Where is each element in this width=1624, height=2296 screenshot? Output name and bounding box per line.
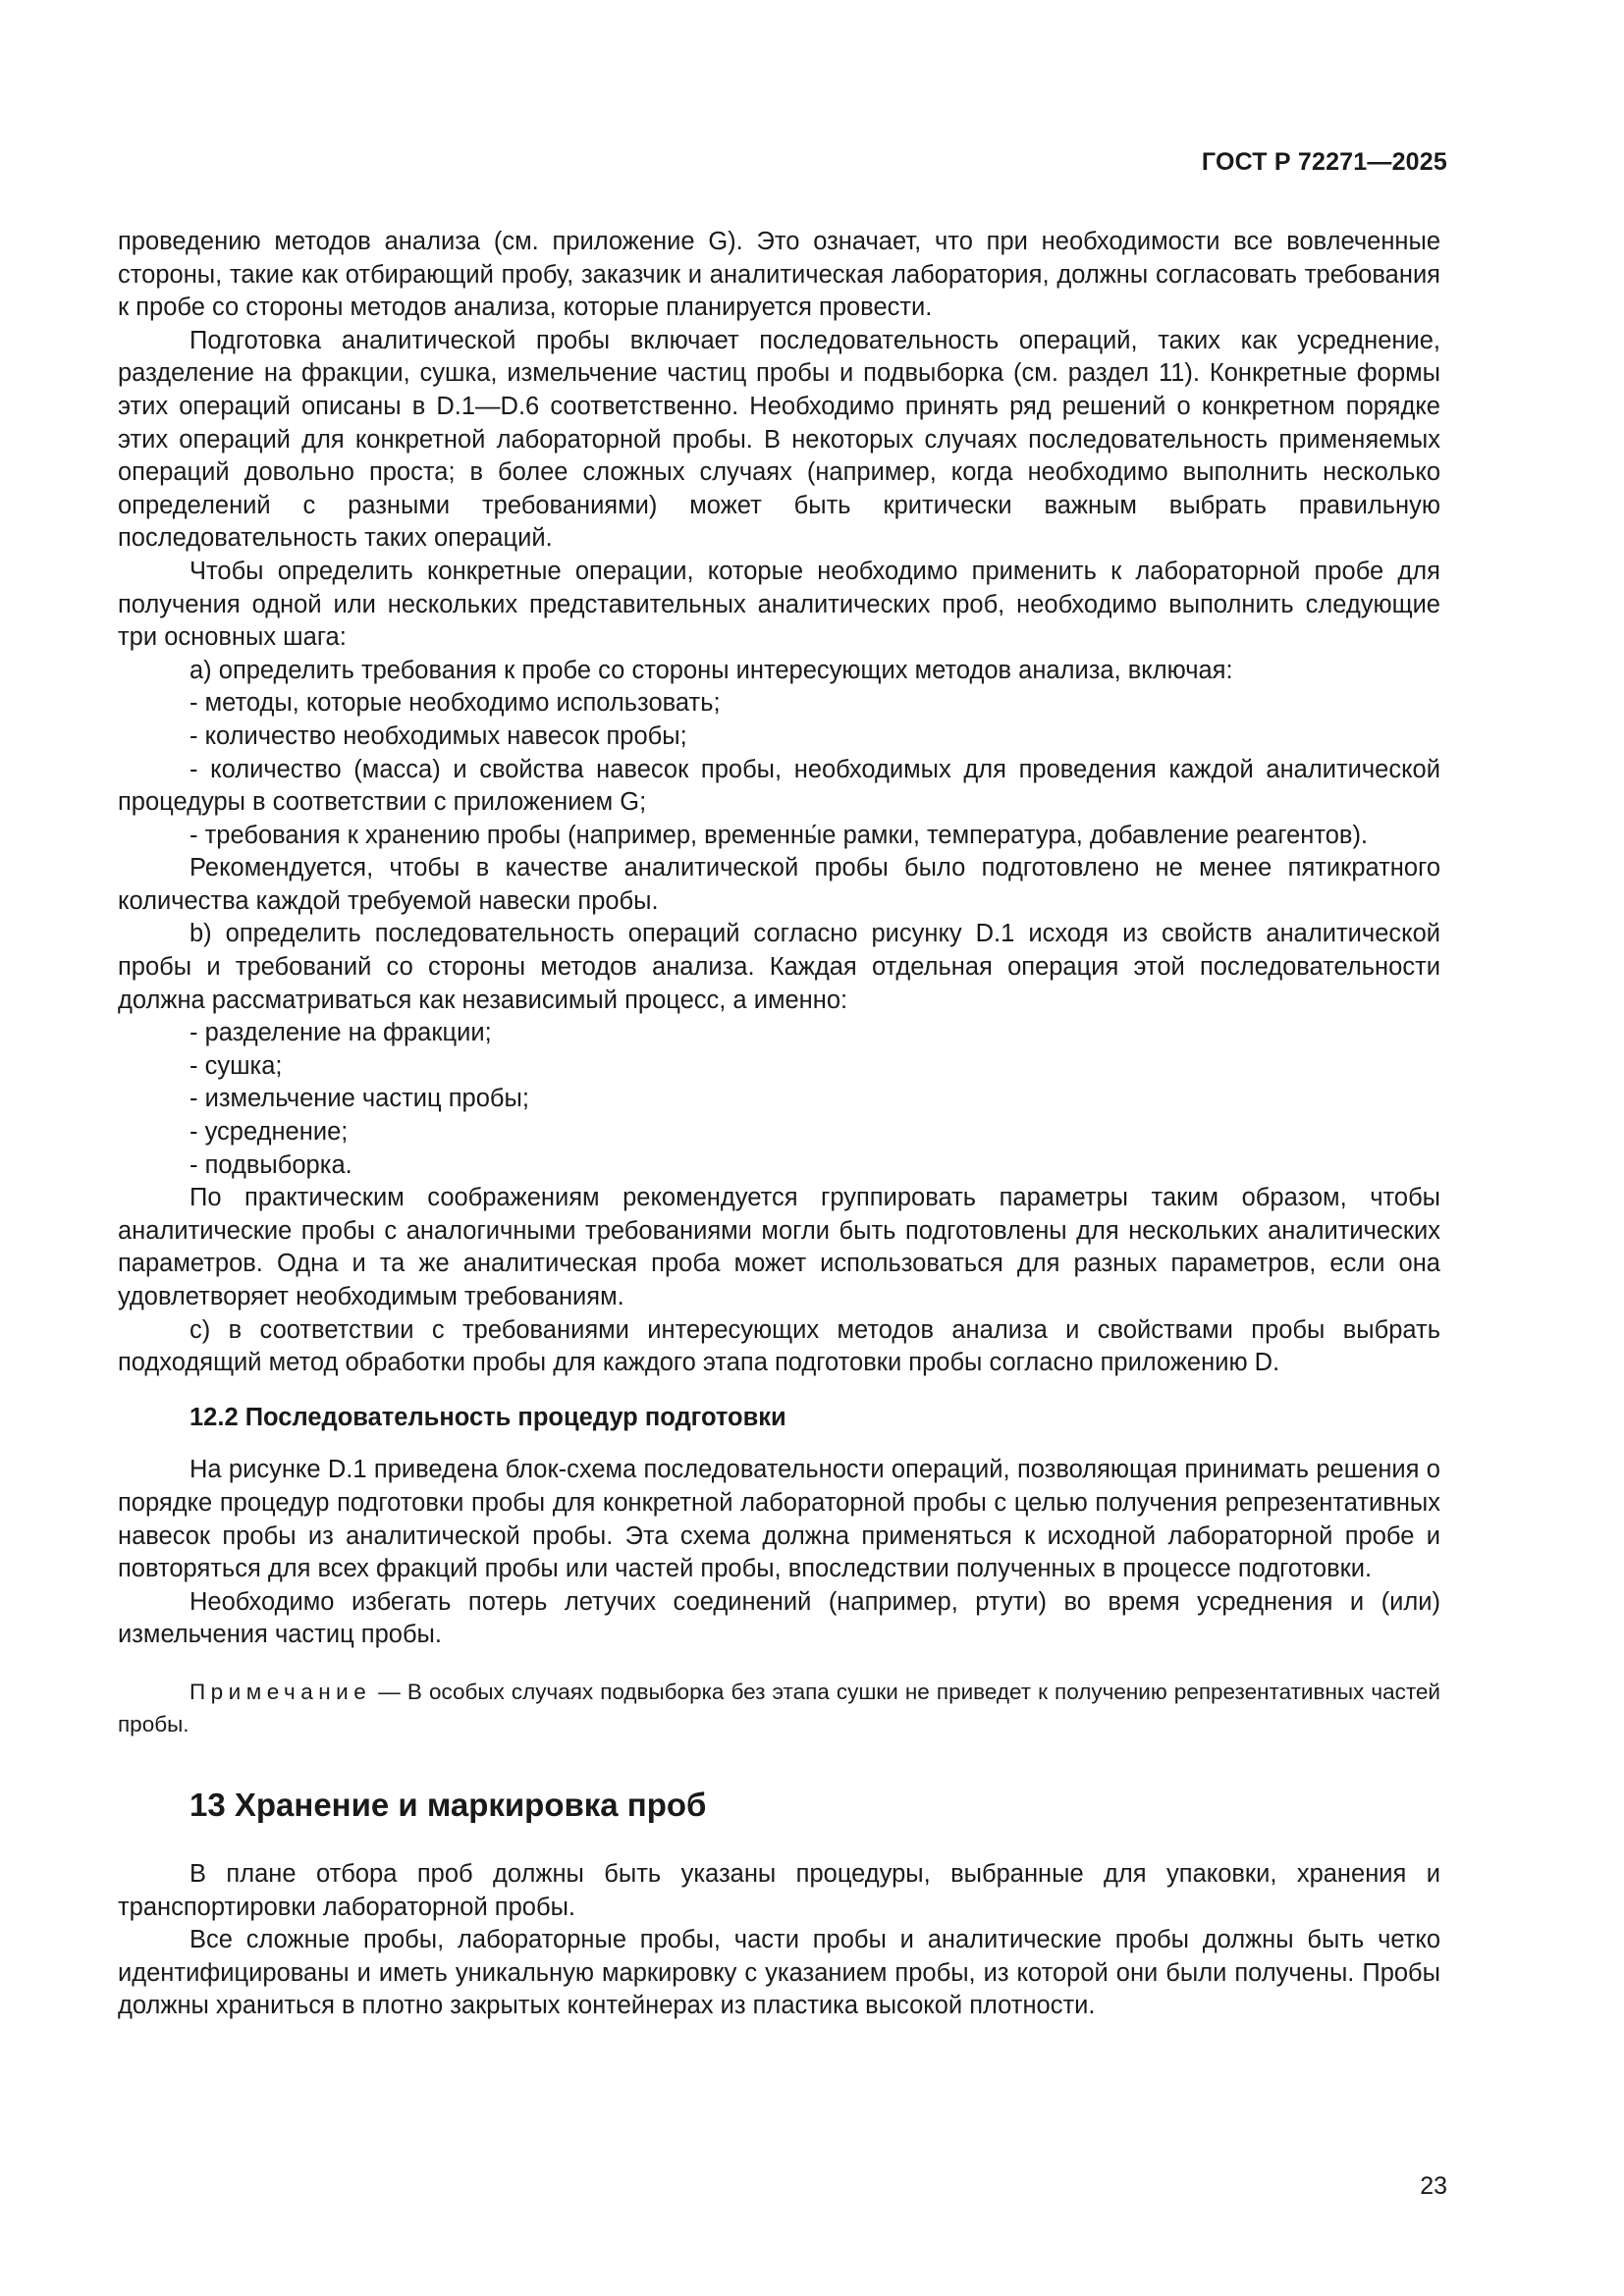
page-content — [118, 226, 1440, 2023]
step-c: c) в соответствии с требованиями интересующих методов анализа и свойствами пробы выбрать подходящий метод обработки пробы для каждого этапа подготовки пробы согласно приложению D. — [118, 1315, 1440, 1377]
paragraph: На рисунке D.1 приведена блок-схема последовательности операций, позволяющая принимать решения о порядке процедур подготовки пробы для конкретной лабораторной пробы с целью получения репрезентативных навесок пробы из аналитической пробы. Эта схема должна применяться к исходной лабораторной пробе и повторяться для всех фракций пробы или частей пробы, впоследствии полученных в процессе подготовки. — [118, 1456, 1440, 1583]
paragraph: проведению методов анализа (см. приложение G). Это означает, что при необходимости все вовлеченные стороны, такие как отбирающий пробу, заказчик и аналитическая лаборатория, должны согласовать требования к пробе со стороны методов анализа, которые планируется провести. — [118, 228, 1440, 322]
paragraph: Чтобы определить конкретные операции, которые необходимо применить к лабораторной пробе для получения одной или нескольких представительных аналитических проб, необходимо выполнить следующие три основных шага: — [118, 557, 1440, 652]
note-text: — В особых случаях подвыборка без этапа сушки не приведет к получению репрезентативных частей пробы. — [118, 1679, 1440, 1736]
note-label: Примечание — [189, 1679, 372, 1704]
paragraph: Необходимо избегать потерь летучих соединений (например, ртути) во время усреднения и (или) измельчения частиц пробы. — [118, 1587, 1440, 1649]
list-item: - сушка; — [189, 1051, 283, 1080]
list-item: - подвыборка. — [189, 1150, 352, 1179]
step-b: b) определить последовательность операций согласно рисунку D.1 исходя из свойств аналитической пробы и требований со стороны методов анализа. Каждая отдельная операция этой последовательности должна рассматриваться как независимый процесс, а именно: — [118, 920, 1440, 1014]
note — [118, 1676, 1440, 1740]
paragraph: В плане отбора проб должны быть указаны процедуры, выбранные для упаковки, хранения и транспортировки лабораторной пробы. — [118, 1859, 1440, 1921]
page-number: 23 — [1420, 2172, 1447, 2200]
list-item: - усреднение; — [189, 1118, 349, 1147]
list-item: - количество (масса) и свойства навесок пробы, необходимых для проведения каждой аналитической процедуры в соответствии с приложением G; — [118, 755, 1440, 817]
document-header: ГОСТ Р 72271—2025 — [1201, 148, 1447, 176]
step-a: a) определить требования к пробе со стороны интересующих методов анализа, включая: — [189, 656, 1233, 684]
paragraph: Все сложные пробы, лабораторные пробы, части пробы и аналитические пробы должны быть четко идентифицированы и иметь уникальную маркировку с указанием пробы, из которой они были получены. Пробы должны храниться в плотно закрытых контейнерах из пластика высокой плотности. — [118, 1926, 1440, 2020]
list-item: - требования к хранению пробы (например, временны́е рамки, температура, добавление реагентов). — [189, 821, 1369, 849]
paragraph: Рекомендуется, чтобы в качестве аналитической пробы было подготовлено не менее пятикратного количества каждой требуемой навески пробы. — [118, 854, 1440, 915]
list-item: - методы, которые необходимо использовать; — [189, 689, 721, 718]
list-item: - разделение на фракции; — [189, 1019, 492, 1047]
paragraph: Подготовка аналитической пробы включает последовательность операций, таких как усреднение, разделение на фракции, сушка, измельчение частиц пробы и подвыборка (см. раздел 11). Конкретные формы этих операций описаны в D.1—D.6 соответственно. Необходимо принять ряд решений о конкретном порядке этих операций для конкретной лабораторной пробы. В некоторых случаях последовательность применяемых операций довольно проста; в более сложных случаях (например, когда необходимо выполнить несколько определений с разными требованиями) может быть критически важным выбрать правильную последовательность таких операций. — [118, 326, 1440, 553]
paragraph: По практическим соображениям рекомендуется группировать параметры таким образом, чтобы аналитические пробы с аналогичными требованиями могли быть подготовлены для нескольких аналитических параметров. Одна и та же аналитическая проба может использоваться для разных параметров, если она удовлетворяет необходимым требованиям. — [118, 1184, 1440, 1310]
section-title: 13 Хранение и маркировка проб — [189, 1786, 707, 1823]
list-item: - измельчение частиц пробы; — [189, 1085, 529, 1113]
list-item: - количество необходимых навесок пробы; — [189, 721, 687, 750]
section-heading: 12.2 Последовательность процедур подготовки — [189, 1403, 786, 1431]
